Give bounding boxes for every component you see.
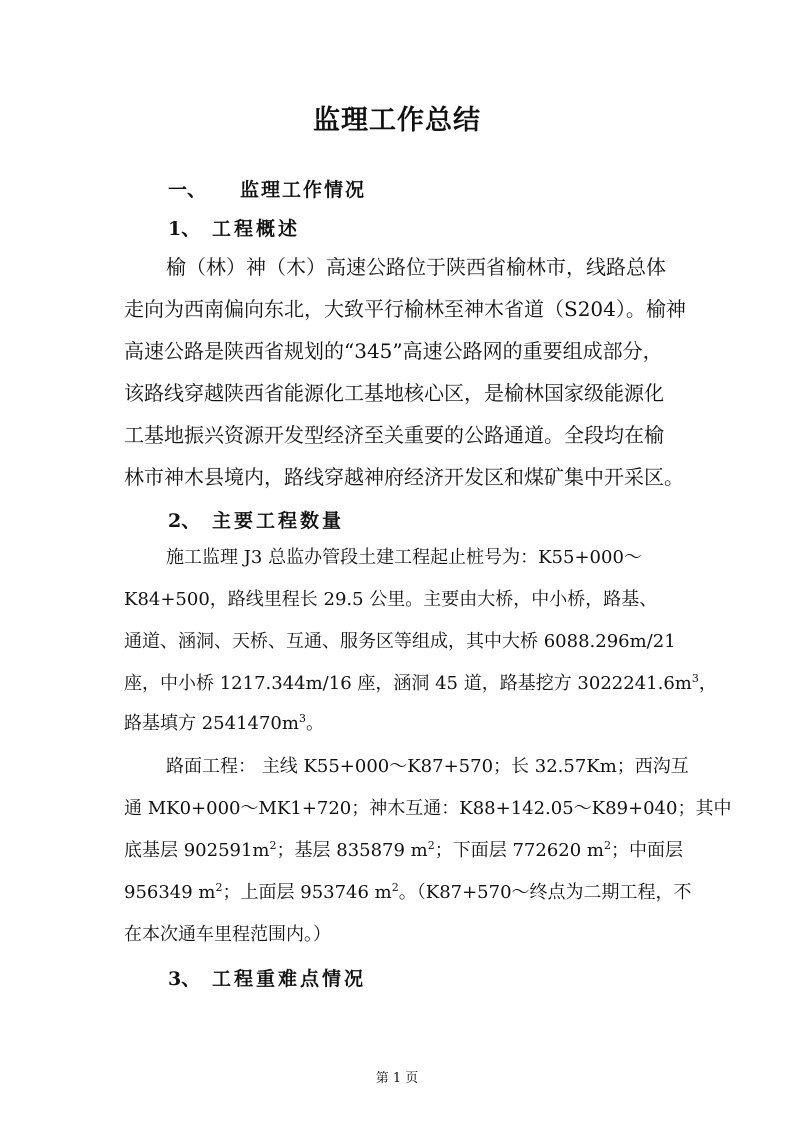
paragraph-line: 路面工程： 主线 K55+000～K87+570；长 32.57Km；西沟互 <box>166 756 689 777</box>
subsection-title: 工程重难点情况 <box>212 968 367 990</box>
text-run: ， <box>698 673 717 694</box>
paragraph-line: 高速公路是陕西省规划的“345”高速公路网的重要组成部分， <box>124 339 663 363</box>
paragraph-line <box>124 839 724 863</box>
paragraph-line: 走向为西南偏向东北，大致平行榆林至神木省道（S204）。榆神 <box>124 297 686 321</box>
text-run: 。 <box>305 713 324 734</box>
text-run: 。（K87+570～终点为二期工程，不 <box>398 882 692 903</box>
text-run: 956349 m <box>124 882 216 903</box>
paragraph-line: 在本次通车里程范围内。） <box>124 924 331 945</box>
paragraph-line <box>124 712 724 736</box>
text-run: 路基填方 2541470m <box>124 713 299 734</box>
text-run: ；中面层 <box>610 840 683 861</box>
paragraph-line: 该路线穿越陕西省能源化工基地核心区，是榆林国家级能源化 <box>124 381 664 405</box>
section-number: 一、 <box>168 179 207 201</box>
paragraph-line: 施工监理 J3 总监办管段土建工程起止桩号为：K55+000～ <box>166 547 642 568</box>
section-heading-1 <box>168 175 366 202</box>
subsection-heading-1 <box>168 214 300 241</box>
text-run: ；基层 835879 m <box>276 840 428 861</box>
paragraph-line: 林市神木县境内，路线穿越神府经济开发区和煤矿集中开采区。 <box>124 465 684 489</box>
page-number: 第 1 页 <box>375 1071 419 1086</box>
section-title: 监理工作情况 <box>240 179 367 201</box>
text-run: 底基层 902591m <box>124 840 270 861</box>
text-run: ；上面层 953746 m <box>222 882 392 903</box>
subsection-number: 1、 <box>168 218 201 240</box>
subsection-heading-2 <box>168 506 344 533</box>
subsection-number: 2、 <box>168 510 201 532</box>
subsection-title: 工程概述 <box>212 218 301 240</box>
paragraph-line: 通 MK0+000～MK1+720；神木互通：K88+142.05～K89+040；其中 <box>124 798 732 819</box>
paragraph-line: 榆（林）神（木）高速公路位于陕西省榆林市，线路总体 <box>166 255 666 279</box>
superscript: 3 <box>298 712 306 725</box>
paragraph-line: 工基地振兴资源开发型经济至关重要的公路通道。全段均在榆 <box>124 423 664 447</box>
paragraph-line <box>124 672 724 696</box>
paragraph-line: 通道、涵洞、天桥、互通、服务区等组成，其中大桥 6088.296m/21 <box>124 631 676 652</box>
subsection-title: 主要工程数量 <box>212 510 345 532</box>
text-run: ；下面层 772620 m <box>434 840 604 861</box>
superscript: 2 <box>391 881 399 894</box>
paragraph-line <box>124 881 724 905</box>
superscript: 2 <box>269 839 277 852</box>
superscript: 2 <box>427 839 435 852</box>
superscript: 2 <box>215 881 223 894</box>
subsection-heading-3 <box>168 964 366 991</box>
superscript: 2 <box>603 839 611 852</box>
superscript: 3 <box>691 672 699 685</box>
paragraph-line: K84+500，路线里程长 29.5 公里。主要由大桥，中小桥，路基、 <box>124 589 658 610</box>
subsection-number: 3、 <box>168 968 201 990</box>
text-run: 座，中小桥 1217.344m/16 座，涵洞 45 道，路基挖方 3022241.6m <box>124 673 692 694</box>
document-title: 监理工作总结 <box>313 105 481 136</box>
